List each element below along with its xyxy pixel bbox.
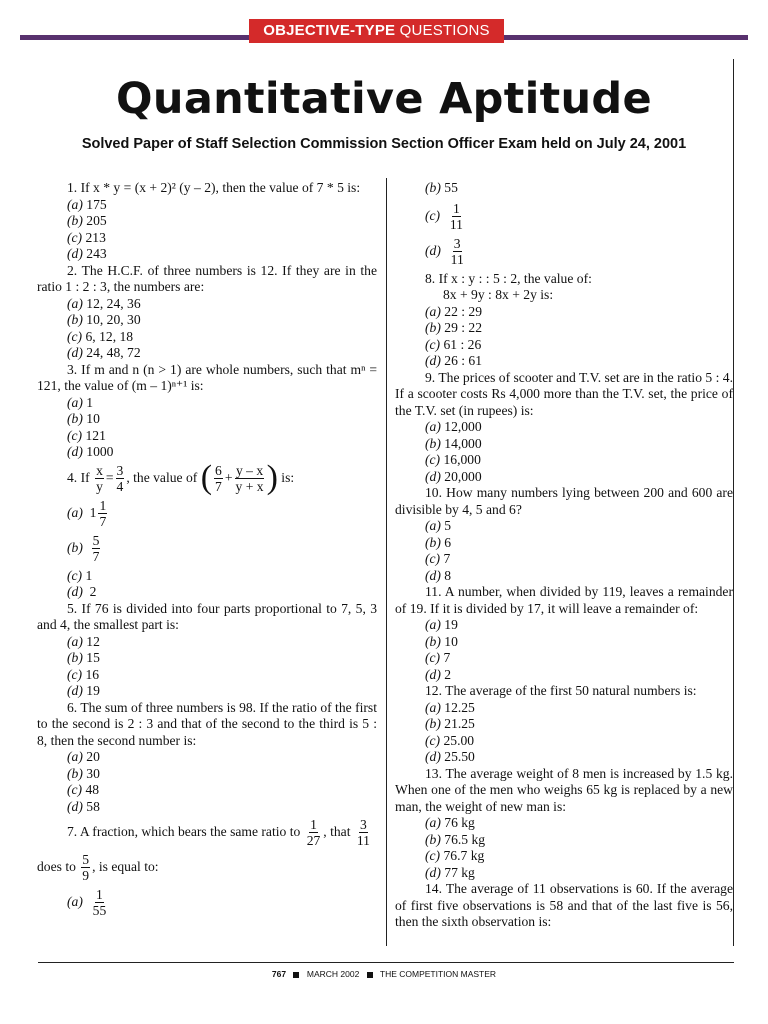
option: (b) 10, 20, 30 — [67, 312, 141, 327]
option: (c) 213 — [67, 229, 106, 245]
section-tag: OBJECTIVE-TYPE QUESTIONS — [249, 19, 504, 43]
option: (a) 1 — [67, 394, 94, 410]
option: (a) 12,000 — [425, 419, 482, 434]
question-12: 12. The average of the first 50 natural numbers is: (a) 12.25 (b) 21.25 (c) 25.00 (d) 25.50 — [395, 683, 733, 766]
square-bullet-icon — [293, 972, 299, 978]
option: (a) 19 — [425, 617, 458, 632]
option: (d) 25.50 — [425, 749, 475, 764]
column-divider — [386, 178, 387, 946]
right-rule — [733, 59, 734, 946]
question-3: 3. If m and n (n > 1) are whole numbers, such that mⁿ = 121, the value of (m – 1)ⁿ⁺¹ is: (a) 1 (b) 10 (c) 121 (d) 1000 — [37, 361, 377, 459]
option: (b) $\frac{5}{7}$ — [67, 532, 100, 564]
option: (d) 77 kg — [425, 864, 475, 880]
option: (b) 10 — [425, 633, 458, 649]
option: (a) 12 — [67, 633, 100, 649]
question-6: 6. The sum of three numbers is 98. If the ratio of the first to the second is 2 : 3 and that of the second to the third is 5 : 8, then the second number is: (a) 20 (b) 30 (c) 48 (d) 58 — [37, 699, 377, 814]
square-bullet-icon — [367, 972, 373, 978]
question-13: 13. The average weight of 8 men is increased by 1.5 kg. When one of the men who weighs 65 kg is replaced by a new man, the weight of new man is: (a) 76 kg (b) 76.5 kg (c) 76.7 kg (d) 77 kg — [395, 765, 733, 880]
option: (c) $\frac{1}{11}$ — [425, 200, 463, 232]
option: (c) 121 — [67, 427, 106, 443]
option: (b) 21.25 — [425, 716, 475, 731]
option: (c) 76.7 kg — [425, 848, 485, 863]
question-4: 4. If $\frac{x}{y}$ = $\frac{3}{4}$ , the value of ( $\frac{6}{7}$ + $\frac{y - x}{y + x}$ ) is: (a) 1 $\frac{1}{7}$ (b) $\frac{5}{7}$ (c) 1 (d) 2 — [37, 463, 377, 601]
option: (b) 205 — [67, 213, 107, 228]
option: (d) 2 — [67, 584, 97, 599]
option: (d) 8 — [425, 567, 452, 583]
option: (c) 6, 12, 18 — [67, 328, 134, 344]
option: (b) 30 — [67, 765, 100, 781]
option: (b) 29 : 22 — [425, 320, 483, 335]
option: (b) 15 — [67, 650, 100, 665]
question-9: 9. The prices of scooter and T.V. set are in the ratio 5 : 4. If a scooter costs Rs 4,000 more than the T.V. set, the price of the T.V. set (in rupees) is: (a) 12,000 (b) 14,000 (c) 16,000 (d) 20,000 — [395, 369, 733, 484]
question-10: 10. How many numbers lying between 200 and 600 are divisible by 4, 5 and 6? (a) 5 (b) 6 (c) 7 (d) 8 — [395, 485, 733, 583]
option: (d) 19 — [67, 683, 100, 698]
option: (c) 7 — [425, 650, 451, 665]
right-column — [395, 180, 733, 931]
option: (a) 12, 24, 36 — [67, 295, 141, 311]
page-title: Quantitative Aptitude — [116, 74, 652, 124]
option: (d) 2 — [425, 666, 452, 682]
option: (d) 20,000 — [425, 468, 482, 484]
option: (d) 24, 48, 72 — [67, 345, 141, 360]
option: (d) 26 : 61 — [425, 353, 483, 368]
option: (c) 16,000 — [425, 452, 481, 467]
issue-date: MARCH 2002 — [306, 969, 360, 979]
question-7: 7. A fraction, which bears the same ratio to $\frac{1}{27}$ , that $\frac{3}{11}$ does to $\frac{5}{9}$ , is equal to: (a) $\frac{1}{55}$ — [37, 817, 377, 918]
option: (a) 175 — [67, 196, 107, 212]
option: (a) $\frac{1}{55}$ — [67, 887, 107, 918]
question-5: 5. If 76 is divided into four parts proportional to 7, 5, 3 and 4, the smallest part is: (a) 12 (b) 15 (c) 16 (d) 19 — [37, 600, 377, 698]
option: (a) 5 — [425, 518, 452, 533]
page-subtitle: Solved Paper of Staff Selection Commission Section Officer Exam held on July 24, 2001 — [81, 136, 687, 152]
option: (c) 1 — [67, 567, 93, 583]
question-11: 11. A number, when divided by 119, leaves a remainder of 19. If it is divided by 17, it will leave a remainder of: (a) 19 (b) 10 (c) 7 (d) 2 — [395, 584, 733, 682]
option: (d) 58 — [67, 798, 100, 814]
option: (a) 20 — [67, 749, 100, 764]
option: (b) 55 — [425, 180, 458, 195]
option: (c) 48 — [67, 782, 100, 797]
question-7-cont — [395, 180, 733, 267]
magazine-name: THE COMPETITION MASTER — [379, 969, 497, 979]
option: (a) 22 : 29 — [425, 303, 483, 319]
option: (a) 76 kg — [425, 815, 475, 830]
footer-rule — [38, 962, 734, 963]
option: (a) 12.25 — [425, 699, 475, 715]
page-footer — [0, 969, 768, 979]
option: (b) 76.5 kg — [425, 831, 486, 847]
option: (c) 7 — [425, 551, 451, 566]
option: (c) 16 — [67, 666, 100, 682]
option: (c) 61 : 26 — [425, 336, 482, 352]
question-1: 1. If x * y = (x + 2)² (y – 2), then the value of 7 * 5 is: (a) 175 (b) 205 (c) 213 (d) 243 — [37, 180, 377, 263]
page-number: 767 — [271, 969, 287, 979]
option: (c) 25.00 — [425, 732, 475, 748]
option: (b) 14,000 — [425, 435, 482, 451]
option: (d) 1000 — [67, 444, 114, 459]
option: (b) 6 — [425, 534, 452, 550]
question-14: 14. The average of 11 observations is 60. If the average of first five observations is 58 and that of the last five is 56, then the sixth observation is: — [395, 881, 733, 929]
option: (d) 243 — [67, 246, 107, 261]
left-column — [37, 180, 377, 918]
option: (d) $\frac{3}{11}$ — [425, 235, 464, 267]
option: (a) 1 $\frac{1}{7}$ — [67, 497, 107, 529]
question-2: 2. The H.C.F. of three numbers is 12. If they are in the ratio 1 : 2 : 3, the numbers are: (a) 12, 24, 36 (b) 10, 20, 30 (c) 6, 12, 18 (d) 24, 48, 72 — [37, 262, 377, 360]
question-8: 8. If x : y : : 5 : 2, the value of: 8x + 9y : 8x + 2y is: (a) 22 : 29 (b) 29 : 22 (c) 61 : 26 (d) 26 : 61 — [395, 271, 733, 370]
option: (b) 10 — [67, 411, 100, 426]
